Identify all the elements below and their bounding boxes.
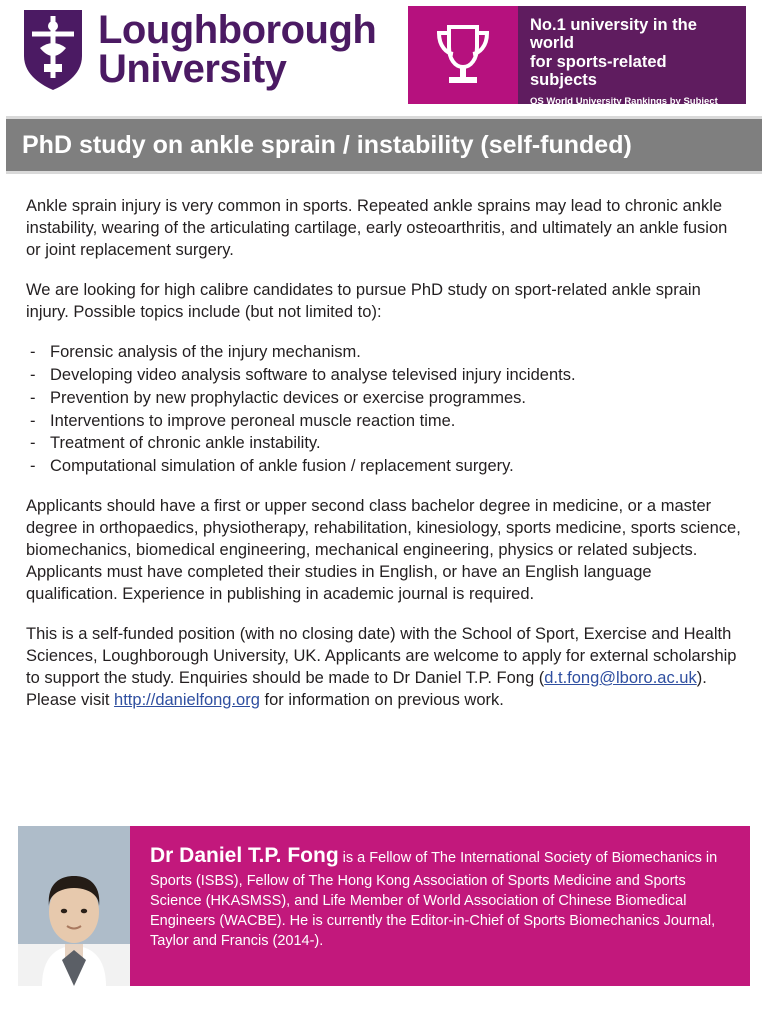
list-item: - Prevention by new prophylactic devices or exercise programmes. — [26, 388, 744, 410]
paragraph-funding — [26, 624, 744, 712]
paragraph-requirements: Applicants should have a first or upper second class bachelor degree in medicine, or a master degree in orthopaedics, physiotherapy, rehabilitation, kinesiology, sports medicine, sports science, biomechanics, biomedical engineering, mechanical engineering, physics or related subjects. Applicants must have completed their studies in English, or have an English language qualification. Experience in publishing in academic journal is required. — [26, 497, 741, 604]
list-item: - Forensic analysis of the injury mechanism. — [26, 342, 744, 364]
website-link[interactable]: http://danielfong.org — [114, 690, 260, 709]
funding-text-part1: This is a self-funded position (with no closing date) with the School of Sport, Exercise and Health Sciences, Loughborough University, UK. Applicants are welcome to apply for external scholarship to support the study. Enquiries should be made to Dr Daniel T.P. Fong ( — [26, 625, 737, 687]
university-logo — [22, 8, 376, 92]
list-item: - Interventions to improve peroneal muscle reaction time. — [26, 411, 744, 433]
funding-text-part2: ). Please visit — [26, 668, 707, 709]
university-name-line2: University — [98, 47, 287, 91]
badge-headline-line1: No.1 university in the world — [530, 16, 697, 53]
badge-headline-line2: for sports-related subjects — [530, 52, 667, 90]
avatar — [18, 826, 130, 986]
topics-list — [26, 342, 744, 479]
university-crest-icon — [22, 8, 84, 92]
bio-text — [130, 826, 750, 986]
page-title: PhD study on ankle sprain / instability (self-funded) — [22, 130, 632, 159]
main-content — [0, 174, 768, 712]
page-header — [0, 0, 768, 119]
bio-footer — [18, 826, 750, 986]
bio-name: Dr Daniel T.P. Fong — [150, 844, 339, 867]
ranking-badge — [408, 6, 746, 119]
badge-subtitle: QS World University Rankings by Subject — [530, 95, 718, 107]
paragraph-call: We are looking for high calibre candidates to pursue PhD study on sport-related ankle sprain injury. Possible topics include (but not limited to): — [26, 280, 701, 321]
paragraph-intro: Ankle sprain injury is very common in sports. Repeated ankle sprains may lead to chronic ankle instability, wearing of the articulating cartilage, early osteoarthritis, and ultimately an ankle fusion or joint replacement surgery. — [26, 197, 728, 259]
ranking-badge-text — [518, 6, 746, 119]
email-link[interactable]: d.t.fong@lboro.ac.uk — [544, 668, 697, 687]
funding-text-part3: for information on previous work. — [259, 690, 504, 709]
university-name-line1: Loughborough — [98, 7, 377, 52]
bio-description: is a Fellow of The International Society of Biomechanics in Sports (ISBS), Fellow of The Hong Kong Association of Sports Medicine and Sports Science (HKASMSS), and Life Member of World Association of Chinese Biomedical Engineers (WACBE). He is currently the Editor-in-Chief of Sports Biomechanics Journal, Taylor and Francis (2014-). — [150, 850, 718, 949]
list-item: - Computational simulation of ankle fusion / replacement surgery. — [26, 456, 744, 478]
trophy-icon — [408, 6, 518, 104]
page-title-bar — [6, 116, 762, 174]
badge-years: 2017–2025 — [530, 107, 578, 119]
list-item: - Developing video analysis software to analyse televised injury incidents. — [26, 365, 744, 387]
university-name — [98, 7, 377, 91]
list-item: - Treatment of chronic ankle instability. — [26, 433, 744, 455]
